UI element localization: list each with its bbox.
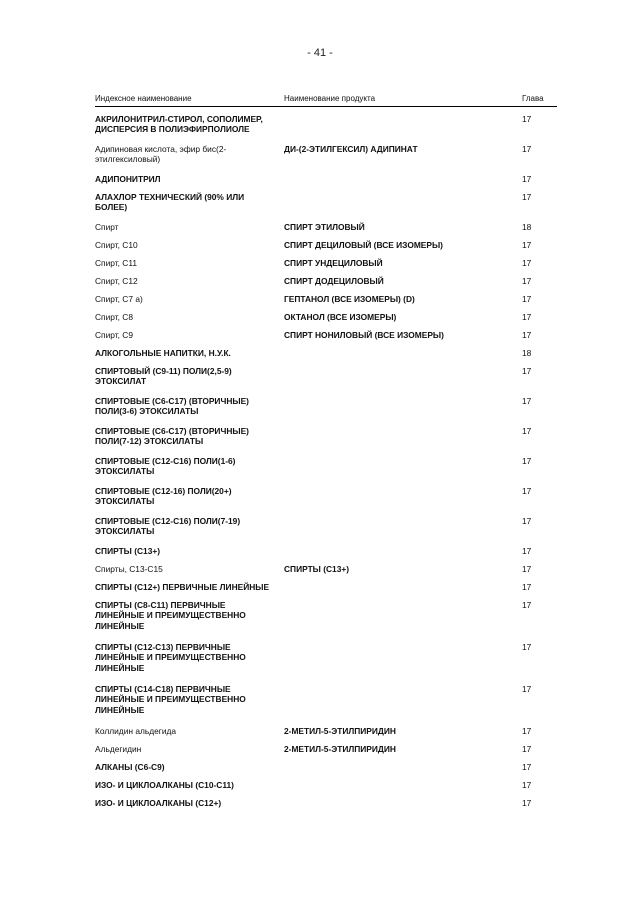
index-name-cell: АЛКАНЫ (С6-С9) xyxy=(95,762,165,772)
index-name-cell: Спирт, С7 а) xyxy=(95,294,143,304)
product-name-cell: СПИРТ ДЕЦИЛОВЫЙ (ВСЕ ИЗОМЕРЫ) xyxy=(284,240,443,250)
table-row xyxy=(95,240,565,258)
index-name-cell: СПИРТОВЫЕ (С12-С16) ПОЛИ(7-19) ЭТОКСИЛАТЫ xyxy=(95,516,241,537)
chapter-cell: 17 xyxy=(522,642,532,652)
table-row xyxy=(95,780,565,798)
table-body xyxy=(95,114,565,816)
index-name-cell: СПИРТЫ (С13+) xyxy=(95,546,161,556)
table-row xyxy=(95,348,565,366)
index-name-cell: СПИРТОВЫЕ (С6-С17) (ВТОРИЧНЫЕ) ПОЛИ(3-6) ЭТОКСИЛАТЫ xyxy=(95,396,249,417)
product-name-cell: 2-МЕТИЛ-5-ЭТИЛПИРИДИН xyxy=(284,744,396,754)
chapter-cell: 17 xyxy=(522,684,532,694)
chapter-cell: 17 xyxy=(522,486,532,496)
chapter-cell: 17 xyxy=(522,780,532,790)
chapter-cell: 17 xyxy=(522,546,532,556)
product-name-cell: ГЕПТАНОЛ (ВСЕ ИЗОМЕРЫ) (D) xyxy=(284,294,415,304)
index-name-cell: СПИРТЫ (С12-С13) ПЕРВИЧНЫЕ ЛИНЕЙНЫЕ И ПРЕИМУЩЕСТВЕННО ЛИНЕЙНЫЕ xyxy=(95,642,246,673)
header-index-name: Индексное наименование xyxy=(95,94,192,103)
table-row xyxy=(95,546,565,564)
table-row xyxy=(95,684,565,726)
table-row xyxy=(95,726,565,744)
chapter-cell: 17 xyxy=(522,516,532,526)
index-name-cell: АДИПОНИТРИЛ xyxy=(95,174,161,184)
chapter-cell: 17 xyxy=(522,726,532,736)
product-name-cell: 2-МЕТИЛ-5-ЭТИЛПИРИДИН xyxy=(284,726,396,736)
chapter-cell: 17 xyxy=(522,744,532,754)
table-row xyxy=(95,582,565,600)
table-row xyxy=(95,192,565,222)
product-name-cell: СПИРТ УНДЕЦИЛОВЫЙ xyxy=(284,258,383,268)
table-header xyxy=(95,94,557,107)
chapter-cell: 17 xyxy=(522,258,532,268)
index-name-cell: СПИРТОВЫЕ (С12-С16) ПОЛИ(1-6) ЭТОКСИЛАТЫ xyxy=(95,456,236,477)
table-row xyxy=(95,486,565,516)
chapter-cell: 17 xyxy=(522,312,532,322)
index-name-cell: СПИРТОВЫЙ (С9-11) ПОЛИ(2,5-9) ЭТОКСИЛАТ xyxy=(95,366,232,387)
chapter-cell: 18 xyxy=(522,222,532,232)
index-name-cell: АКРИЛОНИТРИЛ-СТИРОЛ, СОПОЛИМЕР, ДИСПЕРСИЯ В ПОЛИЭФИРПОЛИОЛЕ xyxy=(95,114,263,135)
product-name-cell: СПИРТЫ (С13+) xyxy=(284,564,350,574)
index-name-cell: АЛКОГОЛЬНЫЕ НАПИТКИ, Н.У.К. xyxy=(95,348,231,358)
index-name-cell: Спирт, С10 xyxy=(95,240,138,250)
index-name-cell: Спирт, С9 xyxy=(95,330,134,340)
index-name-cell: ИЗО- И ЦИКЛОАЛКАНЫ (С12+) xyxy=(95,798,222,808)
chapter-cell: 17 xyxy=(522,192,532,202)
table-row xyxy=(95,456,565,486)
table-row xyxy=(95,600,565,642)
index-name-cell: СПИРТЫ (С14-С18) ПЕРВИЧНЫЕ ЛИНЕЙНЫЕ И ПРЕИМУЩЕСТВЕННО ЛИНЕЙНЫЕ xyxy=(95,684,246,715)
table-row xyxy=(95,276,565,294)
table-row xyxy=(95,426,565,456)
chapter-cell: 17 xyxy=(522,144,532,154)
table-row xyxy=(95,258,565,276)
product-name-cell: СПИРТ НОНИЛОВЫЙ (ВСЕ ИЗОМЕРЫ) xyxy=(284,330,444,340)
index-name-cell: Альдегидин xyxy=(95,744,142,754)
index-name-cell: СПИРТОВЫЕ (С6-С17) (ВТОРИЧНЫЕ) ПОЛИ(7-12) ЭТОКСИЛАТЫ xyxy=(95,426,249,447)
table-row xyxy=(95,144,565,174)
page-number: - 41 - xyxy=(307,47,333,59)
table-row xyxy=(95,396,565,426)
index-name-cell: Спирт xyxy=(95,222,119,232)
chapter-cell: 17 xyxy=(522,762,532,772)
index-name-cell: АЛАХЛОР ТЕХНИЧЕСКИЙ (90% ИЛИ БОЛЕЕ) xyxy=(95,192,245,213)
table-row xyxy=(95,564,565,582)
table-row xyxy=(95,294,565,312)
chapter-cell: 17 xyxy=(522,240,532,250)
chapter-cell: 17 xyxy=(522,426,532,436)
chapter-cell: 17 xyxy=(522,396,532,406)
chapter-cell: 17 xyxy=(522,174,532,184)
index-name-cell: СПИРТЫ (С8-С11) ПЕРВИЧНЫЕ ЛИНЕЙНЫЕ И ПРЕИМУЩЕСТВЕННО ЛИНЕЙНЫЕ xyxy=(95,600,246,631)
table-row xyxy=(95,312,565,330)
product-name-cell: ДИ-(2-ЭТИЛГЕКСИЛ) АДИПИНАТ xyxy=(284,144,418,154)
table-row xyxy=(95,174,565,192)
index-name-cell: Коллидин альдегида xyxy=(95,726,177,736)
index-name-cell: Спирт, С11 xyxy=(95,258,138,268)
index-name-cell: ИЗО- И ЦИКЛОАЛКАНЫ (С10-С11) xyxy=(95,780,234,790)
table-row xyxy=(95,642,565,684)
chapter-cell: 18 xyxy=(522,348,532,358)
table-row xyxy=(95,762,565,780)
table-row xyxy=(95,222,565,240)
header-chapter: Глава xyxy=(522,94,544,103)
index-name-cell: СПИРТЫ (С12+) ПЕРВИЧНЫЕ ЛИНЕЙНЫЕ xyxy=(95,582,270,592)
index-name-cell: Спирт, С12 xyxy=(95,276,138,286)
chapter-cell: 17 xyxy=(522,330,532,340)
chapter-cell: 17 xyxy=(522,294,532,304)
table-row xyxy=(95,330,565,348)
table-row xyxy=(95,114,565,144)
table-row xyxy=(95,516,565,546)
product-name-cell: СПИРТ ЭТИЛОВЫЙ xyxy=(284,222,365,232)
chapter-cell: 17 xyxy=(522,366,532,376)
index-name-cell: Спирт, С8 xyxy=(95,312,134,322)
chapter-cell: 17 xyxy=(522,564,532,574)
table-row xyxy=(95,744,565,762)
index-name-cell: Спирты, С13-С15 xyxy=(95,564,163,574)
table-row xyxy=(95,366,565,396)
chapter-cell: 17 xyxy=(522,456,532,466)
index-name-cell: СПИРТОВЫЕ (С12-16) ПОЛИ(20+) ЭТОКСИЛАТЫ xyxy=(95,486,232,507)
chapter-cell: 17 xyxy=(522,114,532,124)
chapter-cell: 17 xyxy=(522,276,532,286)
header-product-name: Наименование продукта xyxy=(284,94,376,103)
product-name-cell: СПИРТ ДОДЕЦИЛОВЫЙ xyxy=(284,276,384,286)
chapter-cell: 17 xyxy=(522,600,532,610)
table-row xyxy=(95,798,565,816)
index-name-cell: Адипиновая кислота, эфир бис(2-этилгексиловый) xyxy=(95,144,227,165)
product-name-cell: ОКТАНОЛ (ВСЕ ИЗОМЕРЫ) xyxy=(284,312,397,322)
chapter-cell: 17 xyxy=(522,582,532,592)
chapter-cell: 17 xyxy=(522,798,532,808)
